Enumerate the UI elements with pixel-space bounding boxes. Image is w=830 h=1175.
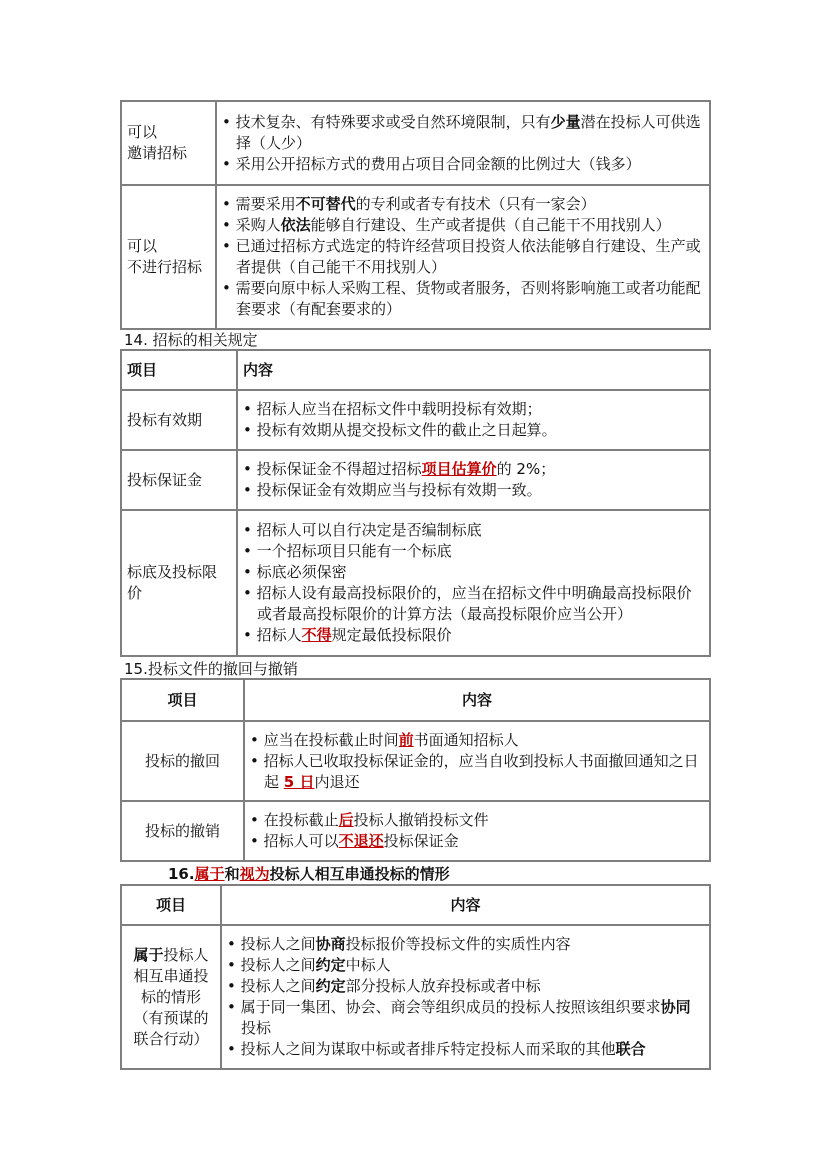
row-content: [237, 450, 710, 510]
header-item: 项目: [121, 350, 237, 390]
table-section-16: [120, 884, 711, 1070]
list-item: • 投标人之间协商投标报价等投标文件的实质性内容: [227, 934, 704, 955]
list-item: • 招标人已收取投标保证金的，应当自收到投标人书面撤回通知之日起 5 日内退还: [250, 751, 704, 793]
content-invite: [216, 101, 710, 185]
table-section-14: [120, 349, 711, 657]
row-label: 标底及投标限价: [121, 510, 237, 656]
list-item: • 招标人可以不退还投标保证金: [250, 831, 704, 852]
header-item: 项目: [121, 885, 221, 925]
row-content: [237, 510, 710, 656]
label-no-bid: 可以 不进行招标: [121, 185, 216, 329]
section-15-caption: 15.投标文件的撤回与撤销: [124, 660, 298, 678]
list-item: • 投标保证金有效期应当与投标有效期一致。: [243, 480, 704, 501]
list-item: • 招标人可以自行决定是否编制标底: [243, 520, 704, 541]
row-label: 投标的撤销: [121, 801, 244, 861]
row-label: 投标有效期: [121, 390, 237, 450]
row-content: [221, 925, 710, 1069]
header-content: 内容: [237, 350, 710, 390]
row-label: 投标的撤回: [121, 721, 244, 801]
list-item: • 需要采用不可替代的专利或者专有技术（只有一家会）: [222, 194, 704, 215]
content-no-bid: [216, 185, 710, 329]
list-item: • 标底必须保密: [243, 562, 704, 583]
header-content: 内容: [244, 679, 710, 721]
list-item: • 投标保证金不得超过招标项目估算价的 2%；: [243, 459, 704, 480]
row-content: [237, 390, 710, 450]
list-item: • 招标人设有最高投标限价的，应当在招标文件中明确最高投标限价或者最高投标限价的计算方法（最高投标限价应当公开）: [243, 583, 704, 625]
list-item: • 投标有效期从提交投标文件的截止之日起算。: [243, 420, 704, 441]
list-item: • 技术复杂、有特殊要求或受自然环境限制，只有少量潜在投标人可供选择（人少）: [222, 112, 704, 154]
header-content: 内容: [221, 885, 710, 925]
section-16-caption: 16.属于和视为投标人相互串通投标的情形: [168, 865, 450, 883]
list-item: • 已通过招标方式选定的特许经营项目投资人依法能够自行建设、生产或者提供（自己能干不用找别人）: [222, 236, 704, 278]
list-item: • 招标人应当在招标文件中载明投标有效期；: [243, 399, 704, 420]
list-item: • 采用公开招标方式的费用占项目合同金额的比例过大（钱多）: [222, 154, 704, 175]
row-label: 属于投标人相互串通投标的情形（有预谋的联合行动）: [121, 925, 221, 1069]
header-item: 项目: [121, 679, 244, 721]
label-invite: 可以 邀请招标: [121, 101, 216, 185]
section-14-caption: 14. 招标的相关规定: [124, 331, 258, 349]
list-item: • 投标人之间约定中标人: [227, 955, 704, 976]
list-item: • 需要向原中标人采购工程、货物或者服务，否则将影响施工或者功能配套要求（有配套要求的）: [222, 278, 704, 320]
row-content: [244, 721, 710, 801]
list-item: • 在投标截止后投标人撤销投标文件: [250, 810, 704, 831]
list-item: • 应当在投标截止时间前书面通知招标人: [250, 730, 704, 751]
list-item: • 投标人之间约定部分投标人放弃投标或者中标: [227, 976, 704, 997]
table-section-15: [120, 678, 711, 862]
list-item: • 招标人不得规定最低投标限价: [243, 625, 704, 646]
table-invite-or-no-bid: [120, 100, 711, 330]
row-content: [244, 801, 710, 861]
list-item: • 属于同一集团、协会、商会等组织成员的投标人按照该组织要求协同投标: [227, 997, 704, 1039]
row-label: 投标保证金: [121, 450, 237, 510]
list-item: • 采购人依法能够自行建设、生产或者提供（自己能干不用找别人）: [222, 215, 704, 236]
list-item: • 一个招标项目只能有一个标底: [243, 541, 704, 562]
list-item: • 投标人之间为谋取中标或者排斥特定投标人而采取的其他联合: [227, 1039, 704, 1060]
